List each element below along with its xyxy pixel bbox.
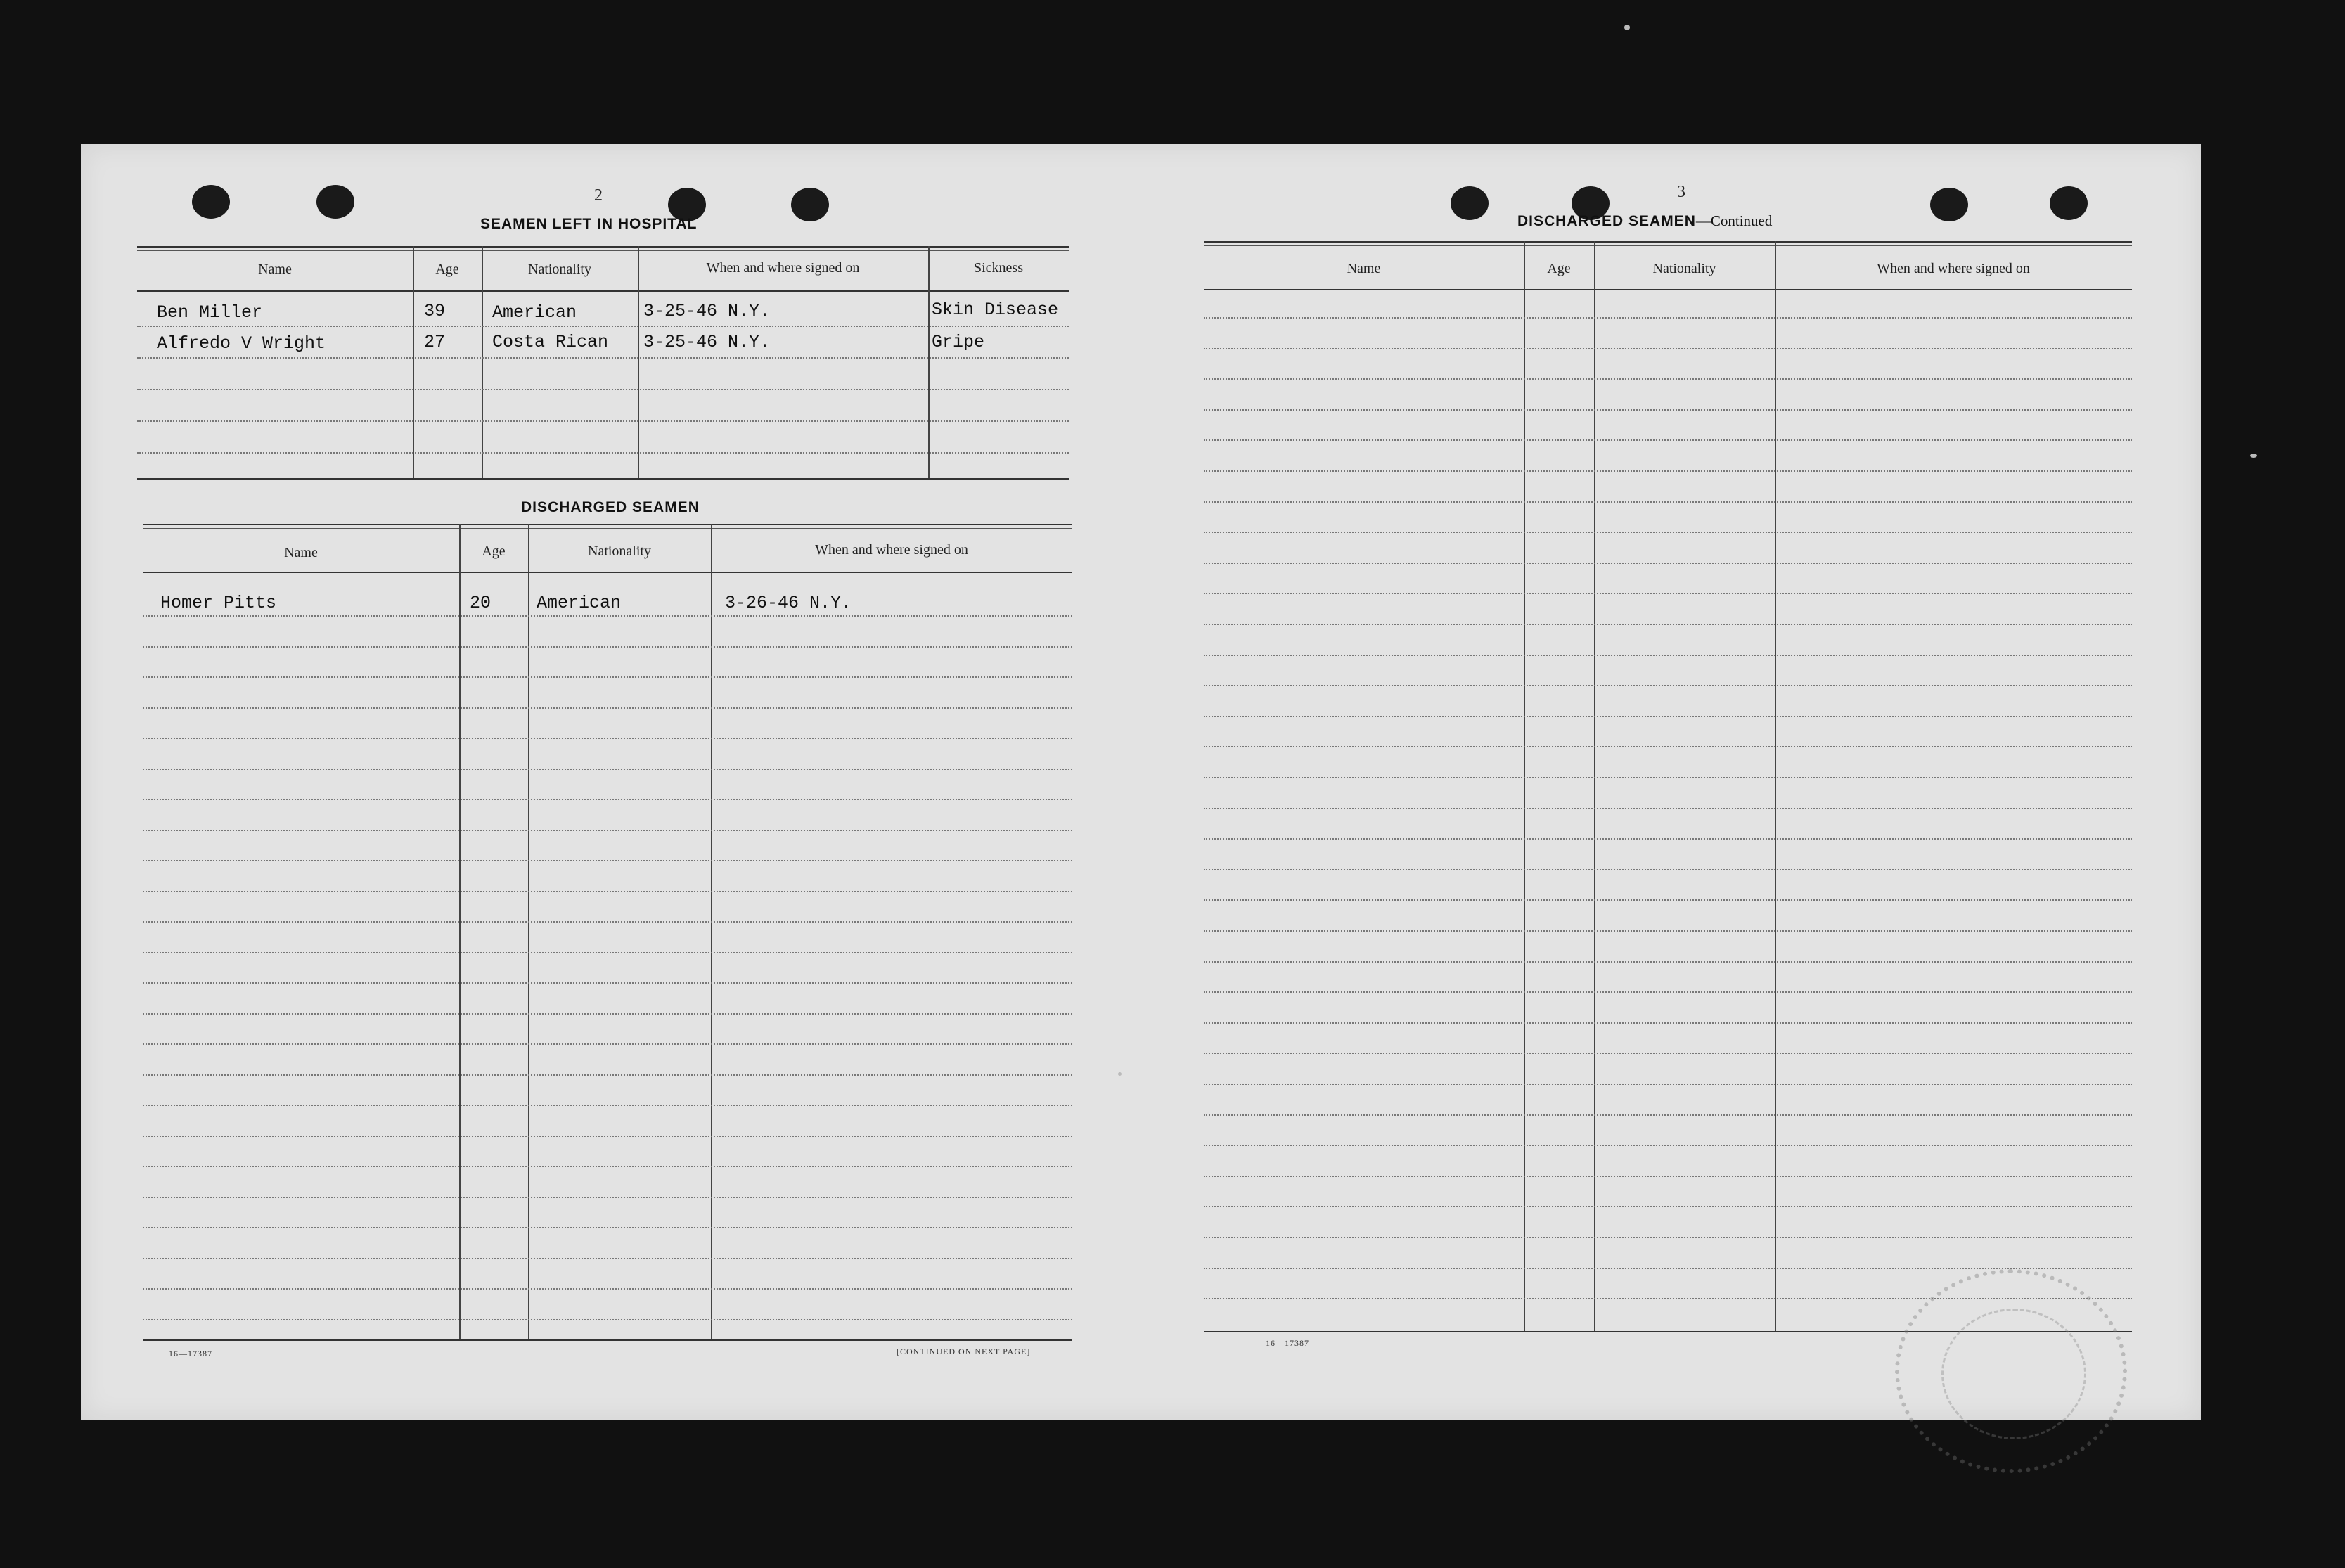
title-suffix: —Continued <box>1695 212 1773 229</box>
cell-sickness: Gripe <box>932 332 985 352</box>
col-header-name: Name <box>284 545 318 560</box>
ruling-line <box>143 1288 1072 1290</box>
ruling-line <box>143 891 1072 892</box>
ruling-line <box>1204 961 2132 963</box>
ruling-line <box>143 1227 1072 1228</box>
ruling-line <box>143 921 1072 923</box>
cell-signed-on: 3-25-46 N.Y. <box>643 301 771 321</box>
cell-age: 27 <box>424 332 446 352</box>
ruling-line <box>1204 317 2132 319</box>
ruling-line <box>143 1105 1072 1106</box>
page-number: 3 <box>1677 183 1685 201</box>
ruling-line <box>143 1197 1072 1198</box>
continued-note: [CONTINUED ON NEXT PAGE] <box>897 1347 1031 1356</box>
dust-speck <box>1624 25 1630 30</box>
ruling-line <box>143 646 1072 648</box>
ruling-line <box>1204 501 2132 503</box>
col-header-nationality: Nationality <box>588 544 651 559</box>
page-number: 2 <box>594 186 603 205</box>
ruling-line <box>1204 746 2132 747</box>
col-header-age: Age <box>435 262 459 277</box>
punch-hole <box>316 185 354 219</box>
ruling-line <box>143 676 1072 678</box>
ruling-line <box>1204 808 2132 809</box>
ruling-line <box>1204 563 2132 564</box>
col-header-nationality: Nationality <box>528 262 591 277</box>
hospital-section-title: SEAMEN LEFT IN HOSPITAL <box>480 216 698 232</box>
ruling-line <box>143 1319 1072 1320</box>
ruling-line <box>143 1074 1072 1076</box>
ruling-line <box>143 952 1072 953</box>
discharged-continued-table <box>1204 241 2132 1335</box>
discharged-continued-title <box>1517 212 1772 230</box>
cell-age: 20 <box>470 593 492 613</box>
col-header-name: Name <box>1347 261 1381 276</box>
ruling-line <box>143 707 1072 709</box>
title-main: DISCHARGED SEAMEN <box>1517 213 1696 229</box>
ruling-line <box>1204 991 2132 993</box>
ruling-line <box>1204 899 2132 901</box>
cell-age: 39 <box>424 301 446 321</box>
ruling-line <box>143 830 1072 831</box>
register-sheet <box>81 144 2201 1420</box>
cell-sickness: Skin Disease <box>932 300 1059 320</box>
ruling-line <box>1204 869 2132 870</box>
ruling-line <box>1204 1176 2132 1177</box>
ruling-line <box>143 1043 1072 1045</box>
ruling-line <box>1204 348 2132 349</box>
faded-stamp <box>1895 1269 2127 1473</box>
left-page <box>81 144 1164 1420</box>
cell-signed-on: 3-25-46 N.Y. <box>643 332 771 352</box>
ruling-line <box>143 1258 1072 1259</box>
ruling-line <box>1204 409 2132 411</box>
col-header-name: Name <box>258 262 292 277</box>
ruling-line <box>143 1013 1072 1015</box>
ruling-line <box>1204 1145 2132 1146</box>
punch-hole <box>1930 188 1968 221</box>
ruling-line <box>1204 685 2132 686</box>
hospital-table <box>137 246 1069 482</box>
ruling-line <box>1204 1114 2132 1116</box>
cell-nationality: American <box>537 593 622 613</box>
ruling-line <box>1204 930 2132 932</box>
cell-name: Ben Miller <box>157 302 263 323</box>
col-header-age: Age <box>1547 261 1571 276</box>
cell-name: Alfredo V Wright <box>157 333 326 354</box>
ruling-line <box>143 982 1072 984</box>
ruling-line <box>143 799 1072 800</box>
col-header-nationality: Nationality <box>1652 261 1716 276</box>
col-header-age: Age <box>482 544 506 559</box>
ruling-line <box>1204 378 2132 380</box>
ruling-line <box>143 738 1072 739</box>
ruling-line <box>1204 1084 2132 1085</box>
ruling-line <box>1204 716 2132 717</box>
ruling-line <box>1204 1268 2132 1269</box>
discharged-section-title: DISCHARGED SEAMEN <box>521 499 700 515</box>
cell-name: Homer Pitts <box>160 593 277 613</box>
ruling-line <box>1204 439 2132 441</box>
discharged-table <box>143 524 1072 1343</box>
ruling-line <box>1204 624 2132 625</box>
ruling-line <box>1204 1053 2132 1054</box>
ruling-line <box>143 860 1072 861</box>
right-page <box>1174 144 2201 1420</box>
col-header-signed-on: When and where signed on <box>706 260 860 276</box>
punch-hole <box>2050 186 2088 220</box>
ruling-line <box>1204 1022 2132 1024</box>
ruling-line <box>143 615 1072 617</box>
cell-signed-on: 3-26-46 N.Y. <box>725 593 852 613</box>
ruling-line <box>1204 838 2132 840</box>
punch-hole <box>791 188 829 221</box>
dust-speck <box>2250 454 2257 458</box>
ruling-line <box>1204 777 2132 778</box>
dust-speck <box>1118 1072 1122 1076</box>
ruling-line <box>143 769 1072 770</box>
punch-hole <box>192 185 230 219</box>
ruling-line <box>143 1136 1072 1137</box>
ruling-line <box>1204 532 2132 533</box>
form-number: 16—17387 <box>1266 1338 1309 1348</box>
ruling-line <box>1204 593 2132 594</box>
ruling-line <box>143 1166 1072 1167</box>
cell-nationality: Costa Rican <box>492 332 609 352</box>
col-header-signed-on: When and where signed on <box>1877 261 2030 276</box>
ruling-line <box>1204 655 2132 656</box>
punch-hole <box>1451 186 1489 220</box>
col-header-signed-on: When and where signed on <box>815 542 968 558</box>
ruling-line <box>1204 470 2132 472</box>
form-number: 16—17387 <box>169 1349 212 1358</box>
col-header-sickness: Sickness <box>974 260 1023 276</box>
ruling-line <box>1204 1237 2132 1238</box>
ruling-line <box>1204 1206 2132 1207</box>
cell-nationality: American <box>492 302 577 323</box>
